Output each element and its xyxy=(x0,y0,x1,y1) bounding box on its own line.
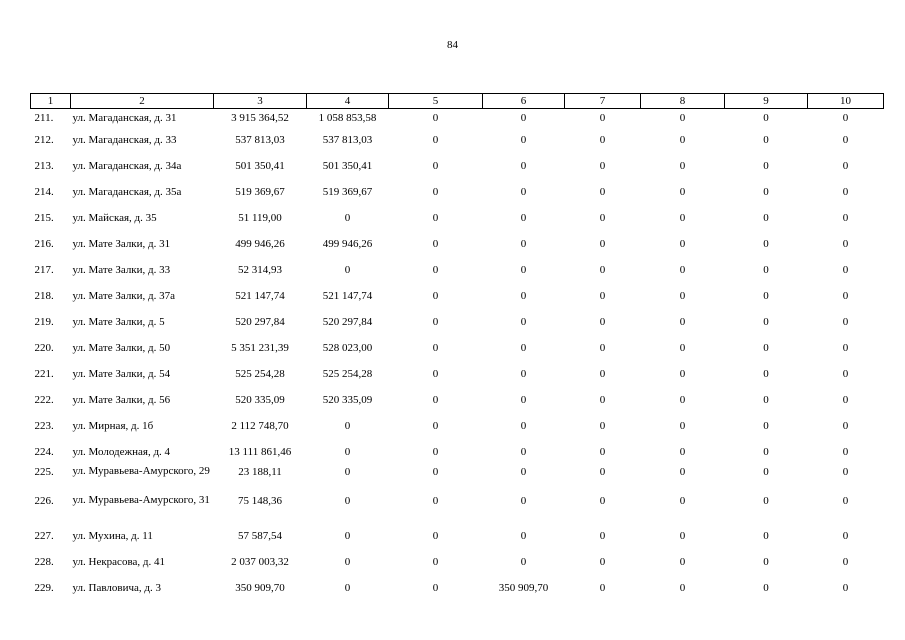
column-header: 5 xyxy=(389,94,483,109)
value-cell: 0 xyxy=(520,315,527,328)
value-cell: 520 335,09 xyxy=(322,393,373,406)
column-header: 7 xyxy=(565,94,641,109)
table-row xyxy=(31,127,884,153)
row-number: 213. xyxy=(34,159,54,172)
table-row xyxy=(31,494,884,523)
value-cell: 0 xyxy=(679,185,686,198)
address-cell: ул. Мате Залки, д. 54 xyxy=(72,367,171,380)
value-cell: 0 xyxy=(432,445,439,458)
value-cell: 0 xyxy=(599,111,606,124)
value-cell: 0 xyxy=(432,133,439,146)
value-cell: 0 xyxy=(763,289,769,302)
table-row xyxy=(31,413,884,439)
value-cell: 521 147,74 xyxy=(235,289,285,302)
value-cell: 75 148,36 xyxy=(238,495,282,507)
value-cell: 0 xyxy=(679,445,686,458)
row-number: 221. xyxy=(34,367,54,380)
table-row xyxy=(31,153,884,179)
value-cell: 0 xyxy=(520,419,527,432)
value-cell: 0 xyxy=(679,581,686,594)
column-header: 10 xyxy=(808,94,884,109)
table-row xyxy=(31,465,884,494)
address-cell: ул. Мирная, д. 1б xyxy=(72,419,154,432)
value-cell: 23 188,11 xyxy=(238,466,282,478)
row-number: 214. xyxy=(34,185,54,198)
value-cell: 519 369,67 xyxy=(322,185,373,198)
value-cell: 0 xyxy=(520,367,527,380)
value-cell: 0 xyxy=(842,419,849,432)
value-cell: 0 xyxy=(763,341,769,354)
value-cell: 537 813,03 xyxy=(322,133,373,146)
table-row xyxy=(31,523,884,549)
value-cell: 0 xyxy=(842,159,849,172)
value-cell: 0 xyxy=(763,495,769,507)
value-cell: 0 xyxy=(842,581,849,594)
value-cell: 51 119,00 xyxy=(238,211,282,224)
value-cell: 0 xyxy=(599,445,606,458)
value-cell: 0 xyxy=(842,495,849,507)
value-cell: 0 xyxy=(344,581,351,594)
value-cell: 0 xyxy=(679,237,686,250)
value-cell: 0 xyxy=(679,555,686,568)
value-cell: 0 xyxy=(432,289,439,302)
value-cell: 0 xyxy=(432,341,439,354)
value-cell: 0 xyxy=(842,289,849,302)
value-cell: 0 xyxy=(679,159,686,172)
value-cell: 0 xyxy=(599,341,606,354)
value-cell: 0 xyxy=(679,315,686,328)
address-cell: ул. Магаданская, д. 31 xyxy=(72,111,177,124)
value-cell: 0 xyxy=(599,315,606,328)
value-cell: 520 297,84 xyxy=(235,315,285,328)
value-cell: 0 xyxy=(842,445,849,458)
value-cell: 0 xyxy=(520,466,527,478)
table-row xyxy=(31,257,884,283)
value-cell: 501 350,41 xyxy=(322,159,373,172)
value-cell: 525 254,28 xyxy=(322,367,373,380)
value-cell: 0 xyxy=(344,495,351,507)
value-cell: 0 xyxy=(842,237,849,250)
value-cell: 0 xyxy=(679,111,686,124)
value-cell: 0 xyxy=(763,529,769,542)
table-row xyxy=(31,439,884,465)
row-number: 215. xyxy=(34,211,54,224)
value-cell: 0 xyxy=(763,466,769,478)
value-cell: 52 314,93 xyxy=(238,263,282,276)
value-cell: 0 xyxy=(599,185,606,198)
value-cell: 0 xyxy=(679,393,686,406)
address-cell: ул. Мате Залки, д. 31 xyxy=(72,237,171,250)
row-number: 228. xyxy=(34,555,54,568)
value-cell: 0 xyxy=(520,159,527,172)
value-cell: 0 xyxy=(344,263,351,276)
value-cell: 0 xyxy=(599,555,606,568)
address-cell: ул. Муравьева-Амурского, 29 xyxy=(72,465,210,477)
value-cell: 499 946,26 xyxy=(235,237,285,250)
value-cell: 0 xyxy=(842,185,849,198)
value-cell: 350 909,70 xyxy=(235,581,285,594)
value-cell: 0 xyxy=(763,315,769,328)
row-number: 229. xyxy=(34,581,54,594)
value-cell: 0 xyxy=(679,466,686,478)
column-header: 8 xyxy=(641,94,725,109)
value-cell: 0 xyxy=(763,581,769,594)
row-number: 224. xyxy=(34,445,54,458)
address-cell: ул. Мате Залки, д. 5 xyxy=(72,315,165,328)
value-cell: 0 xyxy=(842,211,849,224)
value-cell: 0 xyxy=(520,555,527,568)
row-number: 220. xyxy=(34,341,54,354)
row-number: 217. xyxy=(34,263,54,276)
value-cell: 3 915 364,52 xyxy=(231,111,289,124)
value-cell: 0 xyxy=(520,289,527,302)
value-cell: 0 xyxy=(842,367,849,380)
value-cell: 0 xyxy=(432,393,439,406)
value-cell: 0 xyxy=(599,237,606,250)
value-cell: 499 946,26 xyxy=(322,237,373,250)
value-cell: 0 xyxy=(432,185,439,198)
column-header: 6 xyxy=(483,94,565,109)
value-cell: 525 254,28 xyxy=(235,367,285,380)
value-cell: 57 587,54 xyxy=(238,529,282,542)
value-cell: 537 813,03 xyxy=(235,133,285,146)
value-cell: 0 xyxy=(679,495,686,507)
value-cell: 0 xyxy=(679,211,686,224)
value-cell: 5 351 231,39 xyxy=(231,341,289,354)
value-cell: 521 147,74 xyxy=(322,289,373,302)
value-cell: 528 023,00 xyxy=(322,341,373,354)
value-cell: 0 xyxy=(432,529,439,542)
value-cell: 0 xyxy=(763,393,769,406)
value-cell: 0 xyxy=(432,581,439,594)
value-cell: 0 xyxy=(344,419,351,432)
value-cell: 520 297,84 xyxy=(322,315,373,328)
value-cell: 0 xyxy=(842,133,849,146)
table-row xyxy=(31,335,884,361)
value-cell: 0 xyxy=(599,211,606,224)
row-number: 219. xyxy=(34,315,54,328)
value-cell: 0 xyxy=(344,555,351,568)
value-cell: 0 xyxy=(599,466,606,478)
value-cell: 0 xyxy=(520,133,527,146)
table-row xyxy=(31,361,884,387)
row-number: 211. xyxy=(34,111,54,124)
value-cell: 0 xyxy=(520,495,527,507)
value-cell: 1 058 853,58 xyxy=(318,111,377,124)
table-body xyxy=(31,109,884,602)
address-cell: ул. Магаданская, д. 33 xyxy=(72,133,177,146)
row-number: 218. xyxy=(34,289,54,302)
value-cell: 0 xyxy=(763,185,769,198)
value-cell: 0 xyxy=(432,237,439,250)
value-cell: 0 xyxy=(432,419,439,432)
value-cell: 0 xyxy=(432,159,439,172)
value-cell: 0 xyxy=(763,111,769,124)
column-header: 3 xyxy=(214,94,307,109)
value-cell: 0 xyxy=(599,263,606,276)
value-cell: 0 xyxy=(842,111,849,124)
value-cell: 0 xyxy=(679,529,686,542)
table-row xyxy=(31,387,884,413)
table-row xyxy=(31,231,884,257)
value-cell: 2 037 003,32 xyxy=(231,555,289,568)
value-cell: 0 xyxy=(842,466,849,478)
table-row xyxy=(31,109,884,128)
value-cell: 0 xyxy=(599,289,606,302)
value-cell: 0 xyxy=(679,367,686,380)
value-cell: 0 xyxy=(679,263,686,276)
value-cell: 0 xyxy=(432,466,439,478)
table-row xyxy=(31,549,884,575)
value-cell: 0 xyxy=(344,445,351,458)
value-cell: 0 xyxy=(763,211,769,224)
table-row xyxy=(31,179,884,205)
value-cell: 0 xyxy=(520,211,527,224)
value-cell: 0 xyxy=(344,466,351,478)
column-number-row xyxy=(31,94,884,109)
value-cell: 0 xyxy=(432,111,439,124)
value-cell: 0 xyxy=(679,289,686,302)
value-cell: 0 xyxy=(432,263,439,276)
value-cell: 0 xyxy=(763,237,769,250)
address-cell: ул. Магаданская, д. 35а xyxy=(72,185,182,198)
value-cell: 0 xyxy=(842,341,849,354)
row-number: 212. xyxy=(34,133,54,146)
value-cell: 0 xyxy=(344,211,351,224)
value-cell: 0 xyxy=(842,529,849,542)
table-row xyxy=(31,309,884,335)
value-cell: 0 xyxy=(520,445,527,458)
value-cell: 0 xyxy=(520,529,527,542)
value-cell: 0 xyxy=(599,419,606,432)
address-cell: ул. Майская, д. 35 xyxy=(72,211,157,224)
table-row xyxy=(31,575,884,601)
value-cell: 0 xyxy=(432,555,439,568)
address-cell: ул. Молодежная, д. 4 xyxy=(72,445,171,458)
value-cell: 0 xyxy=(520,393,527,406)
row-number: 216. xyxy=(34,237,54,250)
value-cell: 520 335,09 xyxy=(235,393,285,406)
value-cell: 0 xyxy=(679,419,686,432)
value-cell: 0 xyxy=(432,315,439,328)
value-cell: 0 xyxy=(520,341,527,354)
value-cell: 0 xyxy=(763,263,769,276)
value-cell: 0 xyxy=(842,555,849,568)
value-cell: 501 350,41 xyxy=(235,159,285,172)
value-cell: 0 xyxy=(679,133,686,146)
row-number: 223. xyxy=(34,419,54,432)
table-row xyxy=(31,283,884,309)
value-cell: 0 xyxy=(599,529,606,542)
value-cell: 0 xyxy=(679,341,686,354)
address-cell: ул. Мухина, д. 11 xyxy=(72,529,153,542)
value-cell: 0 xyxy=(599,393,606,406)
value-cell: 0 xyxy=(432,211,439,224)
address-cell: ул. Павловича, д. 3 xyxy=(72,581,161,594)
address-cell: ул. Муравьева-Амурского, 31 xyxy=(72,494,210,506)
value-cell: 0 xyxy=(520,237,527,250)
column-header: 2 xyxy=(71,94,214,109)
value-cell: 0 xyxy=(763,133,769,146)
value-cell: 0 xyxy=(432,495,439,507)
value-cell: 0 xyxy=(599,581,606,594)
address-cell: ул. Мате Залки, д. 50 xyxy=(72,341,171,354)
value-cell: 0 xyxy=(599,159,606,172)
address-cell: ул. Некрасова, д. 41 xyxy=(72,555,165,568)
value-cell: 0 xyxy=(599,495,606,507)
column-header: 4 xyxy=(307,94,389,109)
value-cell: 0 xyxy=(520,185,527,198)
value-cell: 0 xyxy=(599,133,606,146)
address-cell: ул. Мате Залки, д. 56 xyxy=(72,393,171,406)
address-cell: ул. Магаданская, д. 34а xyxy=(72,159,182,172)
page-number: 84 xyxy=(447,39,458,51)
value-cell: 519 369,67 xyxy=(235,185,285,198)
value-cell: 0 xyxy=(432,367,439,380)
value-cell: 0 xyxy=(344,529,351,542)
value-cell: 0 xyxy=(842,393,849,406)
row-number: 222. xyxy=(34,393,54,406)
address-cell: ул. Мате Залки, д. 33 xyxy=(72,263,171,276)
value-cell: 2 112 748,70 xyxy=(231,419,289,432)
value-cell: 0 xyxy=(763,555,769,568)
value-cell: 0 xyxy=(520,263,527,276)
value-cell: 0 xyxy=(763,159,769,172)
value-cell: 350 909,70 xyxy=(498,581,549,594)
value-cell: 0 xyxy=(842,315,849,328)
address-cell: ул. Мате Залки, д. 37а xyxy=(72,289,176,302)
row-number: 225. xyxy=(34,466,54,478)
row-number: 227. xyxy=(34,529,54,542)
address-program-table xyxy=(30,93,884,601)
value-cell: 0 xyxy=(520,111,527,124)
value-cell: 0 xyxy=(842,263,849,276)
column-header: 1 xyxy=(31,94,71,109)
column-header: 9 xyxy=(725,94,808,109)
value-cell: 13 111 861,46 xyxy=(228,445,292,458)
value-cell: 0 xyxy=(599,367,606,380)
table-row xyxy=(31,205,884,231)
row-number: 226. xyxy=(34,495,54,507)
value-cell: 0 xyxy=(763,419,769,432)
value-cell: 0 xyxy=(763,367,769,380)
value-cell: 0 xyxy=(763,445,769,458)
